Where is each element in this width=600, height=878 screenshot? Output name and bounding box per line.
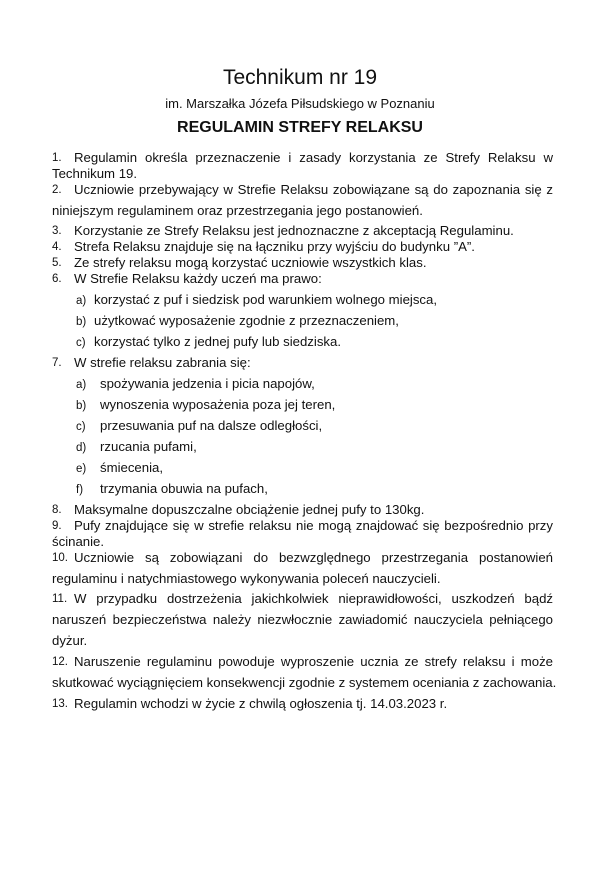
rule-text-line: Uczniowie przebywający w Strefie Relaksu zobowiązane są do zapoznania się z [74, 182, 553, 197]
school-name: Technikum nr 19 [222, 66, 378, 89]
document-title: REGULAMIN STREFY RELAKSU [177, 119, 423, 136]
rule-text-line: W Strefie Relaksu każdy uczeń ma prawo: [74, 271, 322, 286]
rule-number: 3. [52, 225, 62, 237]
rule-text-line: Regulamin określa przeznaczenie i zasady korzystania ze Strefy Relaksu w [74, 150, 553, 165]
rule-text-line: ścinanie. [52, 534, 105, 549]
list-item: e) śmiecenia, [76, 460, 164, 475]
rule-number: 8. [52, 504, 62, 516]
list-item: f) trzymania obuwia na pufach, [76, 481, 268, 496]
rule-number: 5. [52, 257, 62, 269]
rule-text-line: Korzystanie ze Strefy Relaksu jest jednoznaczne z akceptacją Regulaminu. [74, 223, 514, 238]
rule-text-line: Maksymalne dopuszczalne obciążenie jednej pufy to 130kg. [74, 502, 425, 517]
school-patron: im. Marszałka Józefa Piłsudskiego w Poznaniu [165, 96, 435, 111]
rule-number: 12. [52, 656, 68, 668]
rule-number: 6. [52, 273, 62, 285]
rule-number: 7. [52, 357, 62, 369]
rule-text-line: W przypadku dostrzeżenia jakichkolwiek nieprawidłowości, uszkodzeń bądź [74, 591, 553, 606]
rule-text-line: Pufy znajdujące się w strefie relaksu nie mogą znajdować się bezpośrednio przy [74, 518, 553, 533]
rule-text-line: Regulamin wchodzi w życie z chwilą ogłoszenia tj. 14.03.2023 r. [74, 696, 448, 711]
rule-number: 2. [52, 184, 62, 196]
rule-number: 10. [52, 552, 68, 564]
rule-text-line: dyżur. [52, 633, 88, 648]
rule-text-line: Naruszenie regulaminu powoduje wyproszenie ucznia ze strefy relaksu i może [74, 654, 553, 669]
rule-number: 1. [52, 152, 62, 164]
rule-number: 4. [52, 241, 62, 253]
rule-number: 13. [52, 698, 68, 710]
rule-text-line: niniejszym regulaminem oraz przestrzegania jego postanowień. [52, 203, 423, 218]
rule-text-line: Ze strefy relaksu mogą korzystać uczniowie wszystkich klas. [74, 255, 427, 270]
rule-text-line: Strefa Relaksu znajduje się na łączniku przy wyjściu do budynku ”A”. [74, 239, 475, 254]
list-item: a) spożywania jedzenia i picia napojów, [76, 376, 315, 391]
rule-text-line: Uczniowie są zobowiązani do bezwzględnego przestrzegania postanowień [74, 550, 553, 565]
rule-text-line: W strefie relaksu zabrania się: [74, 355, 251, 370]
list-item: d) rzucania pufami, [76, 439, 197, 454]
rule-number: 9. [52, 520, 62, 532]
rule-text-line: skutkować wyciągnięciem konsekwencji zgodnie z systemem oceniania z zachowania. [52, 675, 557, 690]
list-item: b) użytkować wyposażenie zgodnie z przeznaczeniem, [76, 313, 399, 328]
rule-number: 11. [52, 593, 68, 605]
list-item: b) wynoszenia wyposażenia poza jej teren, [76, 397, 336, 412]
list-item: c) przesuwania puf na dalsze odległości, [76, 418, 323, 433]
rule-text-line: naruszeń bezpieczeństwa należy niezwłocznie zawiadomić nauczyciela pełniącego [52, 612, 553, 627]
list-item: c) korzystać tylko z jednej pufy lub siedziska. [76, 334, 342, 349]
rule-text-line: Technikum 19. [52, 166, 138, 181]
list-item: a) korzystać z puf i siedzisk pod warunkiem wolnego miejsca, [76, 292, 438, 307]
rule-text-line: regulaminu i natychmiastowego wykonywania poleceń nauczycieli. [52, 571, 441, 586]
